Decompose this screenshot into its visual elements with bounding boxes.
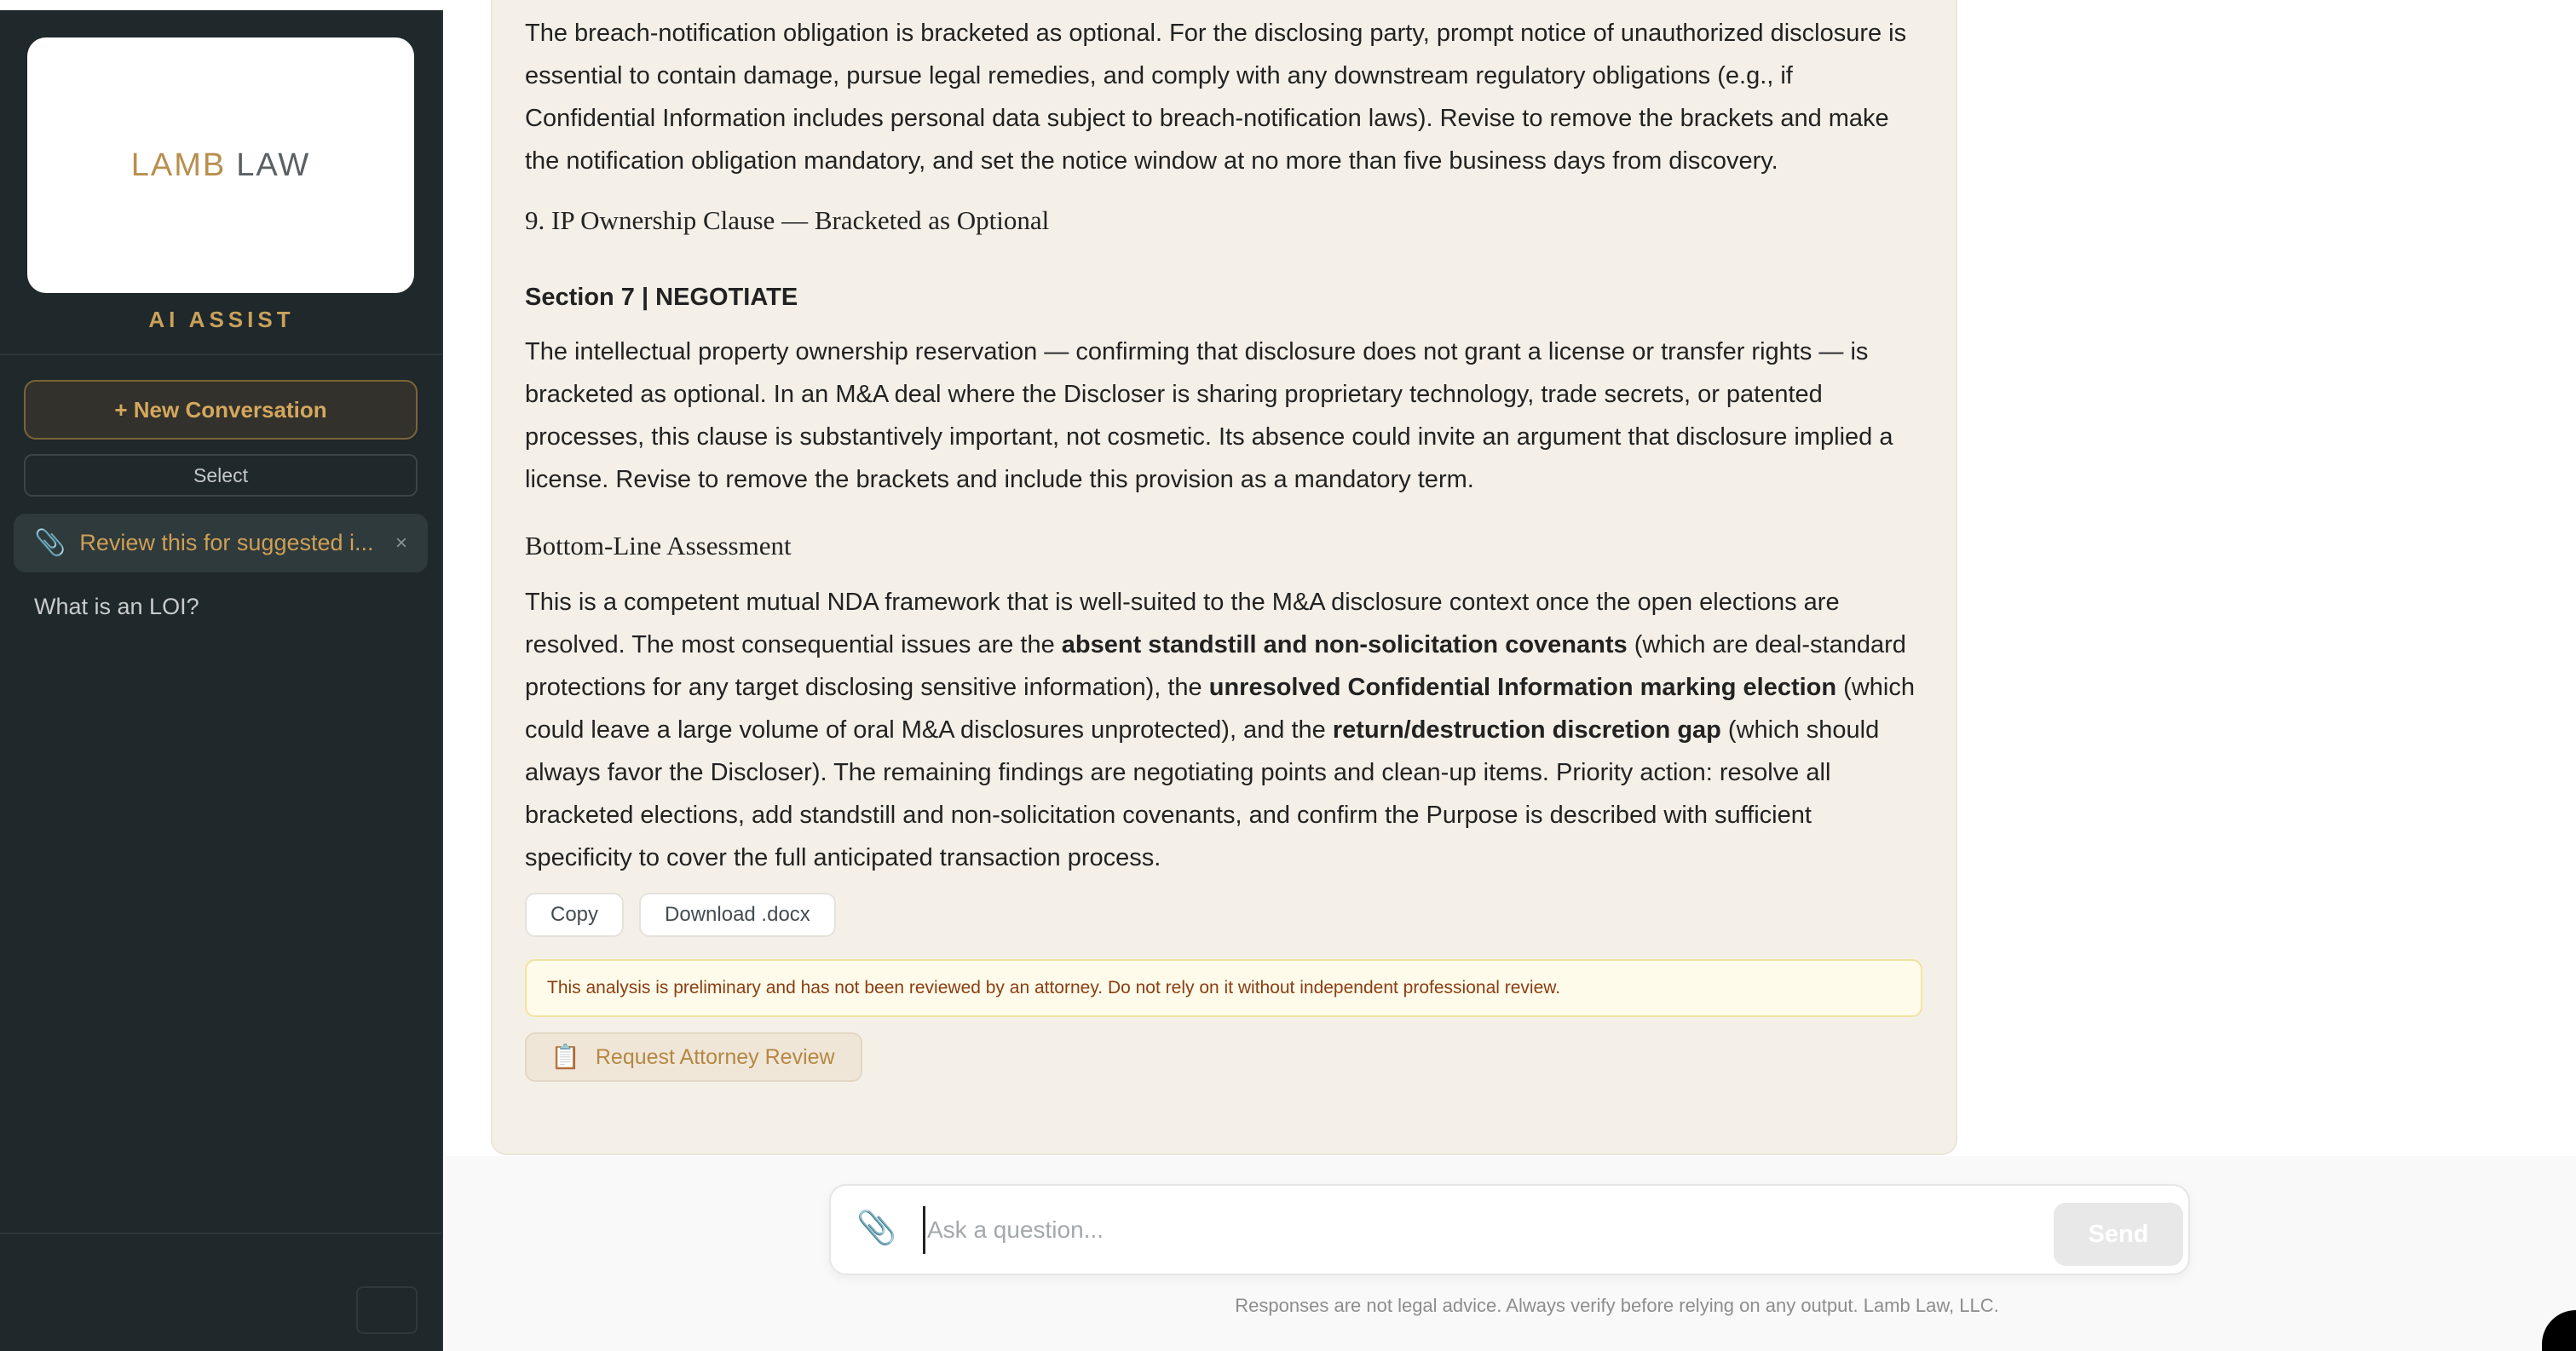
question-input[interactable] [923, 1206, 2048, 1254]
button-label: Request Attorney Review [595, 1045, 835, 1069]
finding-heading: 9. IP Ownership Clause — Bracketed as Optional [525, 205, 1050, 235]
new-conversation-button[interactable]: + New Conversation [24, 380, 418, 440]
conversation-item-active[interactable] [14, 514, 428, 572]
clipboard-icon: 📋 [550, 1043, 580, 1070]
divider [0, 1233, 443, 1234]
text: (which should always favor the Discloser). The remaining findings are negotiating points and clean-up items. Priority action: resolve all bracketed elections, add standstill and non-solicitation covenants, and confirm the Purpose is described with sufficient specificity to cover the full anticipated transaction process. [525, 716, 1880, 871]
bold-text: absent standstill and non-solicitation covenants [1061, 631, 1628, 658]
bold-text: return/destruction discretion gap [1332, 716, 1721, 744]
logo [27, 37, 414, 293]
composer-area [445, 1156, 2576, 1351]
text: (which could leave a large volume of oral M&A disclosures unprotected), and the [525, 674, 1915, 744]
text: (which are deal-standard protections for any target disclosing sensitive information), the [525, 631, 1906, 701]
footer-note: Responses are not legal advice. Always verify before relying on any output. Lamb Law, LLC. [1235, 1295, 1999, 1316]
paragraph: The intellectual property ownership reservation — confirming that disclosure does not grant a license or transfer rights — is bracketed as optional. In an M&A deal where the Discloser is sharing proprietary technology, trade secrets, or patented processes, this clause is substantively important, not cosmetic. Its absence could invite an argument that disclosure implied a license. Revise to remove the brackets and include this provision as a mandatory term. [525, 338, 1893, 493]
close-icon[interactable]: × [395, 531, 407, 555]
request-attorney-review-button[interactable] [525, 1032, 862, 1082]
section-label: Section 7 | NEGOTIATE [525, 284, 798, 311]
composer [829, 1184, 2190, 1275]
attach-paperclip-icon[interactable]: 📎 [856, 1210, 897, 1246]
assessment-paragraph [525, 581, 1922, 879]
divider [0, 354, 443, 355]
download-docx-button[interactable]: Download .docx [639, 893, 836, 937]
paragraph: The breach-notification obligation is bracketed as optional. For the disclosing party, prompt notice of unauthorized disclosure is essential to contain damage, pursue legal remedies, and comply with any downstream regulatory obligations (e.g., if Confidential Information includes personal data subject to breach-notification laws). Revise to remove the brackets and make the notification obligation mandatory, and set the notice window at no more than five business days from discovery. [525, 20, 1907, 175]
conversation-label: Review this for suggested i... [79, 530, 374, 555]
select-button[interactable]: Select [24, 454, 418, 497]
app-subtitle: AI ASSIST [148, 307, 295, 332]
paperclip-icon: 📎 [34, 529, 66, 557]
bold-text: unresolved Confidential Information marking election [1208, 674, 1837, 701]
conversation-item[interactable]: What is an LOI? [34, 594, 199, 619]
disclaimer-banner: This analysis is preliminary and has not been reviewed by an attorney. Do not rely on it without independent professional review. [525, 959, 1922, 1017]
assessment-heading: Bottom-Line Assessment [525, 531, 792, 561]
text: This is a competent mutual NDA framework that is well-suited to the M&A disclosure context once the open elections are resolved. The most consequential issues are the [525, 589, 1840, 658]
logo-text-law: LAW [236, 147, 311, 183]
copy-button[interactable]: Copy [525, 893, 624, 937]
sidebar [0, 10, 443, 1351]
logo-text-lamb: LAMB [130, 147, 227, 183]
sidebar-footer-button[interactable] [356, 1286, 418, 1334]
assistant-message [491, 0, 1957, 1155]
send-button[interactable]: Send [2054, 1203, 2183, 1266]
